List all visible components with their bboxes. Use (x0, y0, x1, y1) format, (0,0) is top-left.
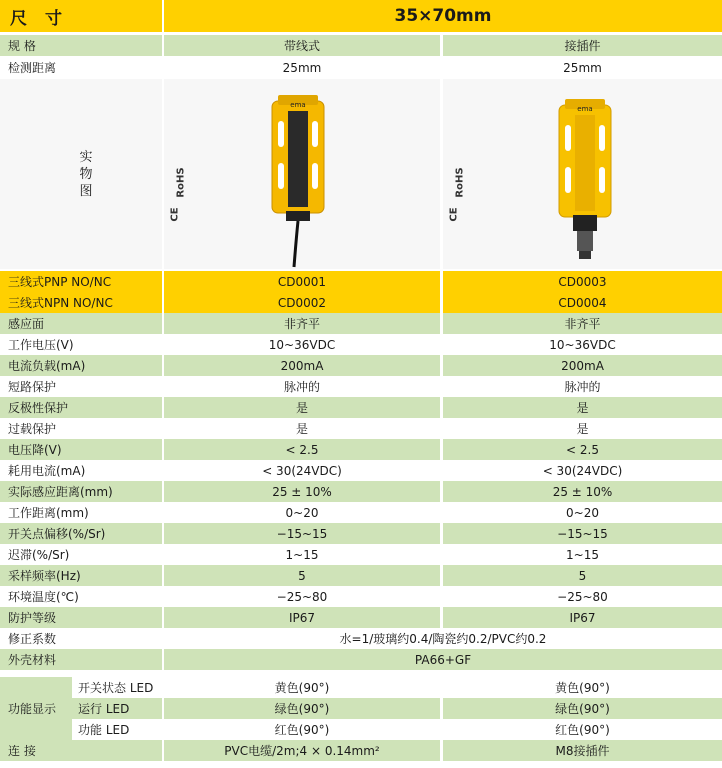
spec-table-row (0, 544, 722, 565)
photo-label (0, 79, 162, 269)
spec-col1: 带线式 (164, 35, 440, 56)
row-col2: 25 ± 10% (443, 481, 722, 502)
spec-table-row (0, 313, 722, 334)
row-label: 短路保护 (0, 376, 162, 397)
connector-sensor-photo (443, 79, 722, 269)
row-label: 采样频率(Hz) (0, 565, 162, 586)
row-col1: 是 (164, 418, 440, 439)
row-col2: 1~15 (443, 544, 722, 565)
spec-table-row (0, 565, 722, 586)
model-col2: CD0004 (443, 292, 722, 313)
connector-sensor-image (553, 95, 617, 263)
row-label: 反极性保护 (0, 397, 162, 418)
sensor-brand-2: ema (577, 105, 593, 113)
header-row (0, 0, 722, 32)
row-col1: 5 (164, 565, 440, 586)
housing-value: PA66+GF (164, 649, 722, 670)
housing-row (0, 649, 722, 670)
spec-table-row (0, 607, 722, 628)
dimension-value: 35×70mm (164, 0, 722, 32)
led-col2: 黄色(90°) (443, 677, 722, 698)
row-label: 环境温度(℃) (0, 586, 162, 607)
photo-label-char-2: 物 (79, 166, 93, 182)
row-col2: IP67 (443, 607, 722, 628)
spec-table-row (0, 397, 722, 418)
row-col2: 是 (443, 397, 722, 418)
spec-label: 规 格 (0, 35, 162, 56)
spec-table-row (0, 376, 722, 397)
connection-col2: M8接插件 (443, 740, 722, 761)
model-label: 三线式NPN NO/NC (0, 292, 162, 313)
detect-label: 检测距离 (0, 57, 162, 78)
led-label: 功能 LED (72, 719, 162, 740)
detect-col2: 25mm (443, 57, 722, 78)
row-col2: 是 (443, 418, 722, 439)
row-col1: 脉冲的 (164, 376, 440, 397)
cable-sensor-image (264, 91, 334, 269)
function-led-row (0, 719, 722, 740)
row-col2: < 30(24VDC) (443, 460, 722, 481)
connection-label: 连 接 (0, 740, 162, 761)
row-col1: 25 ± 10% (164, 481, 440, 502)
cable-sensor-photo (164, 79, 440, 269)
row-col2: −15~15 (443, 523, 722, 544)
photo-label-char-3: 图 (79, 183, 93, 199)
row-col1: 10~36VDC (164, 334, 440, 355)
led-col2: 红色(90°) (443, 719, 722, 740)
row-label: 电压降(V) (0, 439, 162, 460)
row-label: 工作距离(mm) (0, 502, 162, 523)
sensor-brand: ema (290, 101, 306, 109)
row-col2: < 2.5 (443, 439, 722, 460)
spec-table-row (0, 418, 722, 439)
row-col1: −15~15 (164, 523, 440, 544)
spec-table-row (0, 523, 722, 544)
row-col2: 200mA (443, 355, 722, 376)
spec-table-row (0, 355, 722, 376)
row-label: 耗用电流(mA) (0, 460, 162, 481)
row-col2: 非齐平 (443, 313, 722, 334)
row-col2: 0~20 (443, 502, 722, 523)
row-col1: −25~80 (164, 586, 440, 607)
row-label: 实际感应距离(mm) (0, 481, 162, 502)
led-label: 开关状态 LED (72, 677, 162, 698)
row-col2: 5 (443, 565, 722, 586)
ce-mark: CE (169, 207, 181, 222)
row-col2: 脉冲的 (443, 376, 722, 397)
spec-table-row (0, 481, 722, 502)
photo-label-char-1: 实 (79, 149, 93, 165)
function-led-row (0, 677, 722, 698)
row-label: 开关点偏移(%/Sr) (0, 523, 162, 544)
row-col1: < 2.5 (164, 439, 440, 460)
row-col1: IP67 (164, 607, 440, 628)
row-label: 迟滞(%/Sr) (0, 544, 162, 565)
connection-col1: PVC电缆/2m;4 × 0.14mm² (164, 740, 440, 761)
led-col1: 绿色(90°) (164, 698, 440, 719)
function-display-label: 功能显示 (0, 677, 72, 740)
function-led-row (0, 698, 722, 719)
model-col1: CD0002 (164, 292, 440, 313)
spec-table-row (0, 586, 722, 607)
row-label: 过载保护 (0, 418, 162, 439)
dimension-label: 尺寸 (0, 0, 162, 32)
row-col2: −25~80 (443, 586, 722, 607)
led-col1: 黄色(90°) (164, 677, 440, 698)
row-label: 电流负载(mA) (0, 355, 162, 376)
led-col2: 绿色(90°) (443, 698, 722, 719)
row-col1: 0~20 (164, 502, 440, 523)
model-label: 三线式PNP NO/NC (0, 271, 162, 292)
row-col1: < 30(24VDC) (164, 460, 440, 481)
correction-value: 水=1/玻璃约0.4/陶瓷约0.2/PVC约0.2 (164, 628, 722, 649)
led-col1: 红色(90°) (164, 719, 440, 740)
model-row-npn (0, 292, 722, 313)
model-row-pnp (0, 271, 722, 292)
row-col1: 1~15 (164, 544, 440, 565)
row-col1: 是 (164, 397, 440, 418)
detect-col1: 25mm (164, 57, 440, 78)
led-label: 运行 LED (72, 698, 162, 719)
spec-table-row (0, 460, 722, 481)
row-label: 防护等级 (0, 607, 162, 628)
connection-row (0, 740, 722, 761)
spec-table-row (0, 439, 722, 460)
rohs-mark: RoHS (175, 167, 187, 198)
correction-label: 修正系数 (0, 628, 162, 649)
detect-row (0, 57, 722, 78)
model-col1: CD0001 (164, 271, 440, 292)
row-col1: 200mA (164, 355, 440, 376)
row-col1: 非齐平 (164, 313, 440, 334)
spec-table-row (0, 502, 722, 523)
ce-mark-2: CE (448, 207, 460, 222)
model-col2: CD0003 (443, 271, 722, 292)
photo-row (0, 79, 722, 269)
row-label: 感应面 (0, 313, 162, 334)
rohs-mark-2: RoHS (454, 167, 466, 198)
row-label: 工作电压(V) (0, 334, 162, 355)
housing-label: 外壳材料 (0, 649, 162, 670)
spec-row (0, 35, 722, 56)
spec-col2: 接插件 (443, 35, 722, 56)
correction-row (0, 628, 722, 649)
spec-table-row (0, 334, 722, 355)
row-col2: 10~36VDC (443, 334, 722, 355)
